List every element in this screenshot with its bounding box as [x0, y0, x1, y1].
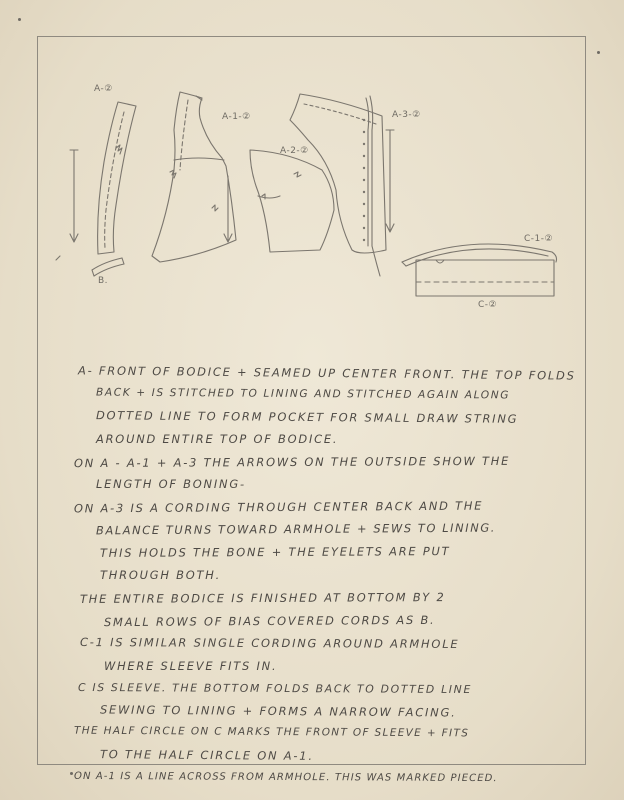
- pattern-piece-a2: [250, 150, 334, 252]
- note-line: DOTTED LINE TO FORM POCKET FOR SMALL DRAW STRING: [95, 408, 519, 426]
- note-line: SMALL ROWS OF BIAS COVERED CORDS AS B.: [103, 612, 436, 630]
- label-a1: A-1-②: [222, 112, 251, 122]
- label-a3: A-3-②: [392, 110, 421, 120]
- note-line: ON A - A-1 + A-3 THE ARROWS ON THE OUTSIDE SHOW THE: [73, 453, 511, 471]
- note-line: WHERE SLEEVE FITS IN.: [104, 659, 278, 673]
- label-c1: C-1-②: [524, 234, 554, 244]
- note-line: THROUGH BOTH.: [100, 568, 222, 582]
- note-line: AROUND ENTIRE TOP OF BODICE.: [96, 432, 339, 446]
- note-line: LENGTH OF BONING-: [96, 477, 246, 491]
- eyelet-dots: [363, 119, 365, 241]
- note-line: BACK + IS STITCHED TO LINING AND STITCHED AGAIN ALONG: [95, 386, 511, 402]
- label-c: C-②: [478, 300, 498, 310]
- note-line: THE HALF CIRCLE ON C MARKS THE FRONT OF SLEEVE + FITS: [73, 724, 470, 740]
- note-line: THE ENTIRE BODICE IS FINISHED AT BOTTOM BY 2: [79, 590, 446, 606]
- label-b: B.: [98, 276, 109, 286]
- label-a2: A-2-②: [280, 146, 309, 156]
- note-line: ON A-1 IS A LINE ACROSS FROM ARMHOLE. THIS WAS MARKED PIECED.: [73, 770, 498, 785]
- note-line: BALANCE TURNS TOWARD ARMHOLE + SEWS TO LINING.: [95, 520, 497, 538]
- pattern-piece-a: [56, 102, 136, 260]
- pattern-piece-a3: [290, 94, 394, 276]
- note-line: C IS SLEEVE. THE BOTTOM FOLDS BACK TO DOTTED LINE: [77, 680, 473, 697]
- note-line: C-1 IS SIMILAR SINGLE CORDING AROUND ARMHOLE: [79, 635, 460, 651]
- note-line: THIS HOLDS THE BONE + THE EYELETS ARE PUT: [99, 544, 451, 560]
- pattern-piece-b: [92, 258, 124, 276]
- label-a: A-②: [94, 84, 113, 94]
- note-line: ON A-3 IS A CORDING THROUGH CENTER BACK AND THE: [73, 498, 484, 516]
- note-line: TO THE HALF CIRCLE ON A-1.: [99, 747, 314, 763]
- note-line: A- FRONT OF BODICE + SEAMED UP CENTER FRONT. THE TOP FOLDS: [77, 363, 576, 383]
- note-line: SEWING TO LINING + FORMS A NARROW FACING.: [99, 702, 457, 720]
- pattern-piece-c1: [402, 244, 557, 266]
- pattern-piece-c: [416, 260, 554, 296]
